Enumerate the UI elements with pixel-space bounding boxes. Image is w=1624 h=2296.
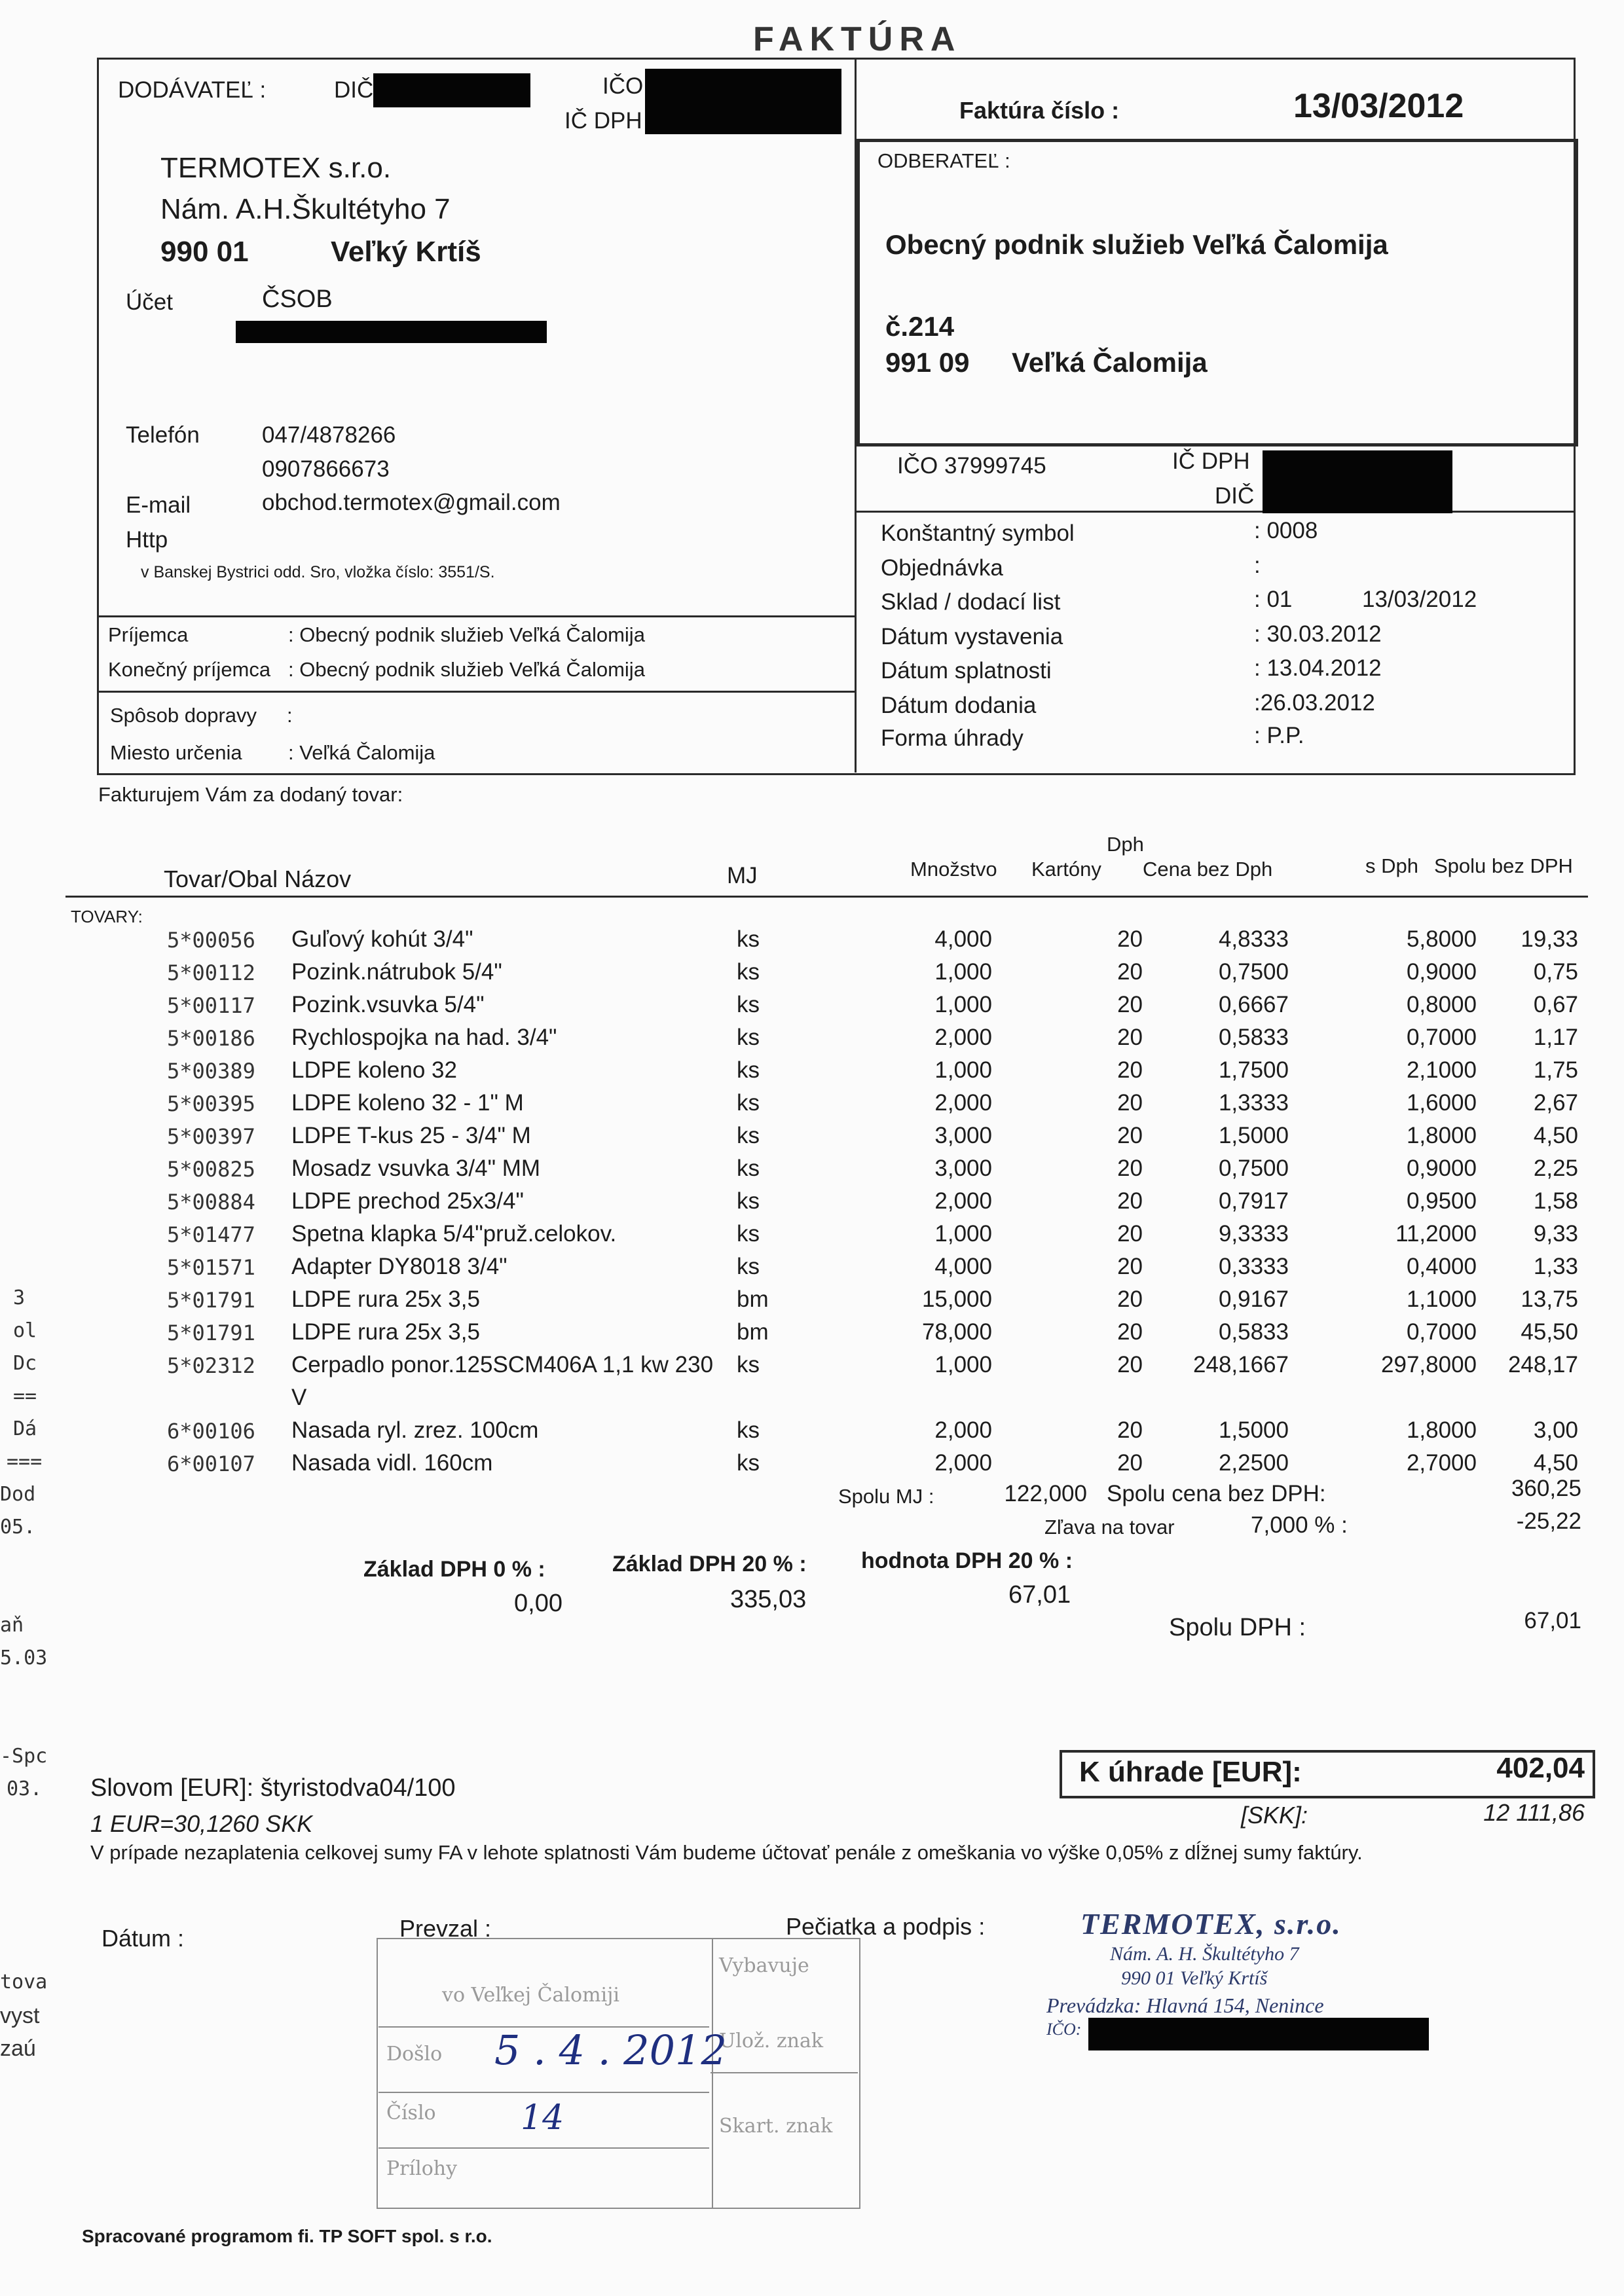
destination-label: Miesto určenia [110, 741, 242, 764]
cell-name: Rychlospojka na had. 3/4" [291, 1025, 557, 1050]
document-title: FAKTÚRA [753, 20, 962, 58]
column-header-rule [65, 896, 1588, 898]
cell-price: 4,8333 [1218, 926, 1289, 952]
cell-total: 19,33 [1521, 926, 1578, 952]
stamp-cislo: Číslo [386, 2102, 436, 2124]
cell-qty: 3,000 [934, 1123, 992, 1148]
cell-dph: 20 [1117, 1286, 1143, 1312]
phone-label: Telefón [126, 422, 200, 448]
customer-name: Obecný podnik služieb Veľká Čalomija [885, 229, 1388, 260]
cell-price-vat: 11,2000 [1395, 1221, 1477, 1247]
cell-dph: 20 [1117, 1221, 1143, 1247]
cell-code: 5*00056 [167, 928, 255, 953]
skk-label: [SKK]: [1241, 1802, 1308, 1829]
footer-note: Spracované programom fi. TP SOFT spol. s r.o. [82, 2226, 492, 2246]
detail-value: : 0008 [1254, 518, 1318, 543]
cell-dph: 20 [1117, 1123, 1143, 1148]
cell-qty: 1,000 [934, 1221, 992, 1247]
detail-extra: 13/03/2012 [1362, 587, 1477, 612]
cell-code: 5*00395 [167, 1091, 255, 1116]
phone-1: 047/4878266 [262, 422, 396, 448]
detail-label: Konštantný symbol [881, 520, 1075, 546]
cell-dph: 20 [1117, 959, 1143, 985]
supplier-street: Nám. A.H.Škultétyho 7 [160, 193, 451, 225]
margin-fragment: 05. [0, 1516, 36, 1539]
cell-total: 1,33 [1533, 1254, 1578, 1279]
redacted-stamp-ico [1088, 2018, 1429, 2050]
customer-city: Veľká Čalomija [1012, 347, 1208, 378]
detail-label: Forma úhrady [881, 725, 1024, 751]
cell-mj: ks [737, 1417, 760, 1443]
left-divider-2 [97, 691, 857, 693]
cell-total: 2,25 [1533, 1156, 1578, 1181]
margin-fragment: -Spc [0, 1745, 48, 1768]
cell-total: 1,75 [1533, 1057, 1578, 1083]
cell-dph: 20 [1117, 1057, 1143, 1083]
cell-qty: 1,000 [934, 1352, 992, 1377]
cell-mj: bm [737, 1286, 769, 1312]
cell-price: 1,3333 [1218, 1090, 1289, 1116]
total-price-label: Spolu cena bez DPH: [1107, 1481, 1326, 1506]
cell-total: 248,17 [1507, 1352, 1578, 1377]
cell-code: 5*00397 [167, 1124, 255, 1149]
cell-mj: ks [737, 1188, 760, 1214]
cell-price: 0,9167 [1218, 1286, 1289, 1312]
recipient-value: : Obecný podnik služieb Veľká Čalomija [288, 623, 645, 646]
cell-total: 9,33 [1533, 1221, 1578, 1247]
customer-zip: 991 09 [885, 347, 970, 378]
cell-dph: 20 [1117, 1319, 1143, 1345]
final-recipient-label: Konečný príjemca [108, 658, 271, 681]
base-20-label: Základ DPH 20 % : [612, 1552, 807, 1576]
cell-price: 248,1667 [1193, 1352, 1289, 1377]
stamp-date-handwritten: 5 . 4 . 2012 [494, 2026, 727, 2074]
cell-price-vat: 1,1000 [1406, 1286, 1477, 1312]
redacted-ico [645, 69, 841, 134]
cell-name: Adapter DY8018 3/4" [291, 1254, 507, 1279]
cell-name: LDPE T-kus 25 - 3/4" M [291, 1123, 531, 1148]
discount-label: Zľava na tovar [1044, 1516, 1175, 1539]
base-0-value: 0,00 [514, 1590, 563, 1617]
cell-name: Spetna klapka 5/4"pruž.celokov. [291, 1221, 617, 1247]
cell-name: LDPE prechod 25x3/4" [291, 1188, 524, 1214]
stamp-doslo: Došlo [386, 2043, 443, 2066]
col-price: Cena bez Dph [1143, 858, 1273, 881]
cell-qty: 1,000 [934, 1057, 992, 1083]
stamp-top: vo Veľkej Čalomiji [442, 1984, 620, 2007]
col-total: Spolu bez DPH [1434, 854, 1573, 877]
col-name: Tovar/Obal Názov [164, 866, 352, 892]
cell-code: 5*00186 [167, 1026, 255, 1051]
cell-total: 4,50 [1533, 1123, 1578, 1148]
cell-total: 45,50 [1521, 1319, 1578, 1345]
stamp-signature-label: Pečiatka a podpis : [786, 1913, 986, 1940]
cell-price: 0,5833 [1218, 1319, 1289, 1345]
received-by-label: Prevzal : [399, 1915, 492, 1942]
cell-qty: 78,000 [921, 1319, 992, 1345]
cell-code: 5*01791 [167, 1288, 255, 1313]
cell-name: Nasada vidl. 160cm [291, 1450, 493, 1476]
detail-label: Sklad / dodací list [881, 589, 1061, 615]
final-recipient-value: : Obecný podnik služieb Veľká Čalomija [288, 658, 645, 681]
penalty-note: V prípade nezaplatenia celkovej sumy FA v lehote splatnosti Vám budeme účtovať penále z omeškania vo výške 0,05% z dĺžnej sumy faktúry. [90, 1841, 1363, 1864]
amount-in-words: Slovom [EUR]: štyristodva04/100 [90, 1774, 456, 1802]
phone-2: 0907866673 [262, 456, 390, 482]
detail-value: : [1254, 553, 1261, 578]
detail-label: Objednávka [881, 555, 1003, 581]
cell-qty: 2,000 [934, 1450, 992, 1476]
cell-dph: 20 [1117, 992, 1143, 1017]
cell-price-vat: 0,8000 [1406, 992, 1477, 1017]
supplier-ico-label: IČO [602, 73, 644, 99]
margin-fragment: Dc [13, 1352, 37, 1375]
cell-code: 5*00884 [167, 1190, 255, 1214]
cell-price-vat: 1,6000 [1406, 1090, 1477, 1116]
cell-mj: ks [737, 1090, 760, 1116]
margin-fragment: Dod [0, 1483, 36, 1506]
cell-price: 0,7500 [1218, 959, 1289, 985]
cell-price-vat: 0,9000 [1406, 1156, 1477, 1181]
detail-value: : 01 [1254, 587, 1293, 612]
cell-price-vat: 2,7000 [1406, 1450, 1477, 1476]
cell-price: 0,7500 [1218, 1156, 1289, 1181]
cell-price-vat: 0,7000 [1406, 1025, 1477, 1050]
cell-code: 6*00107 [167, 1451, 255, 1476]
margin-fragment: tova [0, 1971, 48, 1994]
cell-code: 5*01477 [167, 1222, 255, 1247]
detail-value: : P.P. [1254, 723, 1304, 748]
cell-total: 1,58 [1533, 1188, 1578, 1214]
supplier-name: TERMOTEX s.r.o. [160, 152, 392, 184]
margin-fragment: vyst [0, 2003, 40, 2028]
cell-price: 9,3333 [1218, 1221, 1289, 1247]
company-stamp-ico: IČO: [1046, 2020, 1082, 2039]
cell-code: 6*00106 [167, 1419, 255, 1444]
customer-ic-dph-label: IČ DPH [1172, 448, 1250, 474]
cell-price-vat: 2,1000 [1406, 1057, 1477, 1083]
col-qty: Množstvo [910, 858, 997, 881]
cell-price: 1,5000 [1218, 1417, 1289, 1443]
cell-price: 2,2500 [1218, 1450, 1289, 1476]
cell-mj: ks [737, 1123, 760, 1148]
cell-mj: ks [737, 992, 760, 1017]
amount-due-label: K úhrade [EUR]: [1079, 1756, 1302, 1788]
supplier-label: DODÁVATEĽ : [118, 77, 267, 103]
company-stamp-name: TERMOTEX, s.r.o. [1080, 1907, 1342, 1941]
company-stamp-branch: Prevádzka: Hlavná 154, Nenince [1046, 1994, 1324, 2017]
cell-mj: ks [737, 959, 760, 985]
transport-label: Spôsob dopravy [110, 704, 257, 727]
date-label: Dátum : [101, 1925, 185, 1952]
cell-dph: 20 [1117, 1450, 1143, 1476]
cell-price-vat: 0,9500 [1406, 1188, 1477, 1214]
stamp-ulozne: Ulož. znak [719, 2030, 824, 2052]
cell-code: 5*00825 [167, 1157, 255, 1182]
cell-mj: ks [737, 1025, 760, 1050]
margin-fragment: aň [0, 1614, 24, 1637]
supplier-zip: 990 01 [160, 236, 249, 268]
base-20-value: 335,03 [730, 1586, 807, 1613]
cell-code: 5*01791 [167, 1321, 255, 1345]
cell-code: 5*00389 [167, 1059, 255, 1084]
redacted-account [236, 321, 547, 343]
cell-price-vat: 5,8000 [1406, 926, 1477, 952]
margin-fragment: Dá [13, 1417, 37, 1440]
stamp-skart: Skart. znak [719, 2115, 833, 2138]
cell-total: 13,75 [1521, 1286, 1578, 1312]
company-stamp-street: Nám. A. H. Škultétyho 7 [1110, 1943, 1299, 1965]
section-label: TOVARY: [71, 907, 143, 926]
cell-price-vat: 1,8000 [1406, 1123, 1477, 1148]
cell-name: Pozink.nátrubok 5/4" [291, 959, 502, 985]
detail-value: :26.03.2012 [1254, 690, 1375, 716]
customer-dic-label: DIČ [1215, 483, 1255, 509]
col-mj: MJ [727, 863, 758, 888]
cell-qty: 2,000 [934, 1188, 992, 1214]
cell-qty: 1,000 [934, 959, 992, 985]
total-price: 360,25 [1511, 1476, 1581, 1501]
cell-qty: 4,000 [934, 1254, 992, 1279]
cell-code: 5*00117 [167, 993, 255, 1018]
cell-price: 0,3333 [1218, 1254, 1289, 1279]
right-divider-1 [855, 511, 1574, 513]
cell-mj: ks [737, 1352, 760, 1377]
cell-code: 5*01571 [167, 1255, 255, 1280]
cell-name: LDPE koleno 32 - 1" M [291, 1090, 524, 1116]
intro-text: Fakturujem Vám za dodaný tovar: [98, 783, 403, 806]
stamp-line [378, 2147, 709, 2149]
discount-value: -25,22 [1516, 1508, 1581, 1534]
cell-code: 5*02312 [167, 1353, 255, 1378]
cell-price-vat: 0,4000 [1406, 1254, 1477, 1279]
cell-total: 2,67 [1533, 1090, 1578, 1116]
cell-qty: 15,000 [921, 1286, 992, 1312]
supplier-city: Veľký Krtíš [331, 236, 481, 268]
cell-dph: 20 [1117, 1352, 1143, 1377]
col-cartons: Kartóny [1031, 858, 1101, 881]
cell-name: Mosadz vsuvka 3/4" MM [291, 1156, 541, 1181]
discount-pct: 7,000 % : [1251, 1512, 1348, 1538]
stamp-line [710, 2072, 858, 2073]
supplier-dic-label: DIČ [334, 77, 374, 103]
transport-value: : [287, 704, 293, 727]
cell-name: Cerpadlo ponor.125SCM406A 1,1 kw 230 [291, 1352, 714, 1377]
redacted-customer-ids [1263, 450, 1452, 513]
cell-dph: 20 [1117, 926, 1143, 952]
cell-price: 1,5000 [1218, 1123, 1289, 1148]
customer-street: č.214 [885, 311, 955, 342]
cell-mj: ks [737, 1057, 760, 1083]
cell-price: 0,7917 [1218, 1188, 1289, 1214]
stamp-line [378, 2092, 709, 2093]
customer-box [857, 139, 1578, 446]
email-label: E-mail [126, 492, 191, 518]
account-bank: ČSOB [262, 285, 333, 313]
stamp-prilohy: Prílohy [386, 2157, 458, 2180]
cell-mj: ks [737, 1450, 760, 1476]
margin-fragment: ol [13, 1319, 37, 1342]
margin-fragment: zaú [0, 2036, 36, 2061]
margin-fragment: 3 [13, 1286, 26, 1309]
redacted-dic [373, 73, 530, 107]
cell-total: 4,50 [1533, 1450, 1578, 1476]
stamp-vybavuje: Vybavuje [719, 1954, 809, 1977]
total-mj: 122,000 [1004, 1481, 1087, 1506]
margin-fragment: === [7, 1450, 43, 1473]
cell-qty: 2,000 [934, 1025, 992, 1050]
cell-price: 0,5833 [1218, 1025, 1289, 1050]
left-divider-1 [97, 615, 857, 617]
cell-name: LDPE koleno 32 [291, 1057, 457, 1083]
cell-total: 0,75 [1533, 959, 1578, 985]
cell-total: 1,17 [1533, 1025, 1578, 1050]
cell-name: Pozink.vsuvka 5/4" [291, 992, 485, 1017]
cell-price: 0,6667 [1218, 992, 1289, 1017]
cell-qty: 4,000 [934, 926, 992, 952]
cell-name: Guľový kohút 3/4" [291, 926, 473, 952]
cell-mj: ks [737, 1221, 760, 1247]
cell-dph: 20 [1117, 1090, 1143, 1116]
vat-20-value: 67,01 [1008, 1581, 1071, 1609]
col-dph: Dph [1107, 833, 1144, 856]
amount-due: 402,04 [1496, 1752, 1585, 1784]
cell-total: 3,00 [1533, 1417, 1578, 1443]
detail-label: Dátum splatnosti [881, 658, 1052, 683]
cell-mj: ks [737, 1156, 760, 1181]
base-0-label: Základ DPH 0 % : [363, 1557, 545, 1582]
detail-value: : 30.03.2012 [1254, 621, 1382, 647]
detail-value: : 13.04.2012 [1254, 655, 1382, 681]
invoice-number: 13/03/2012 [1293, 87, 1464, 125]
margin-fragment: 03. [7, 1777, 43, 1800]
email: obchod.termotex@gmail.com [262, 490, 561, 515]
recipient-label: Príjemca [108, 623, 189, 646]
http-label: Http [126, 527, 168, 553]
destination-value: : Veľká Čalomija [288, 741, 435, 764]
cell-price-vat: 0,7000 [1406, 1319, 1477, 1345]
cell-price-vat: 1,8000 [1406, 1417, 1477, 1443]
cell-dph: 20 [1117, 1188, 1143, 1214]
margin-fragment: 5.03 [0, 1647, 48, 1669]
cell-qty: 2,000 [934, 1417, 992, 1443]
cell-dph: 20 [1117, 1417, 1143, 1443]
cell-code: 5*00112 [167, 960, 255, 985]
customer-ico: IČO 37999745 [897, 453, 1046, 479]
cell-mj: bm [737, 1319, 769, 1345]
cell-name: LDPE rura 25x 3,5 [291, 1319, 480, 1345]
total-mj-label: Spolu MJ : [838, 1485, 934, 1508]
cell-qty: 3,000 [934, 1156, 992, 1181]
cell-mj: ks [737, 926, 760, 952]
exchange-rate: 1 EUR=30,1260 SKK [90, 1810, 313, 1837]
account-label: Účet [126, 289, 173, 315]
registry-note: v Banskej Bystrici odd. Sro, vložka číslo: 3551/S. [141, 563, 495, 581]
vat-20-label: hodnota DPH 20 % : [861, 1548, 1073, 1573]
supplier-ic-dph-label: IČ DPH [564, 108, 642, 134]
margin-fragment: == [13, 1385, 37, 1408]
cell-name: LDPE rura 25x 3,5 [291, 1286, 480, 1312]
cell-dph: 20 [1117, 1156, 1143, 1181]
cell-total: 0,67 [1533, 992, 1578, 1017]
skk-amount: 12 111,86 [1483, 1799, 1585, 1826]
cell-name: V [291, 1385, 307, 1410]
cell-dph: 20 [1117, 1254, 1143, 1279]
detail-label: Dátum vystavenia [881, 624, 1063, 649]
cell-mj: ks [737, 1254, 760, 1279]
cell-name: Nasada ryl. zrez. 100cm [291, 1417, 539, 1443]
cell-dph: 20 [1117, 1025, 1143, 1050]
cell-qty: 2,000 [934, 1090, 992, 1116]
cell-price-vat: 0,9000 [1406, 959, 1477, 985]
stamp-number-handwritten: 14 [521, 2098, 564, 2138]
company-stamp-city: 990 01 Veľký Krtíš [1121, 1967, 1268, 1989]
total-vat-label: Spolu DPH : [1169, 1614, 1306, 1641]
invoice-number-label: Faktúra číslo : [959, 97, 1120, 124]
detail-label: Dátum dodania [881, 693, 1037, 718]
cell-qty: 1,000 [934, 992, 992, 1017]
col-price-vat: s Dph [1365, 854, 1418, 877]
customer-label: ODBERATEĽ : [877, 149, 1010, 172]
total-vat-value: 67,01 [1524, 1608, 1581, 1633]
cell-price: 1,7500 [1218, 1057, 1289, 1083]
cell-price-vat: 297,8000 [1381, 1352, 1477, 1377]
